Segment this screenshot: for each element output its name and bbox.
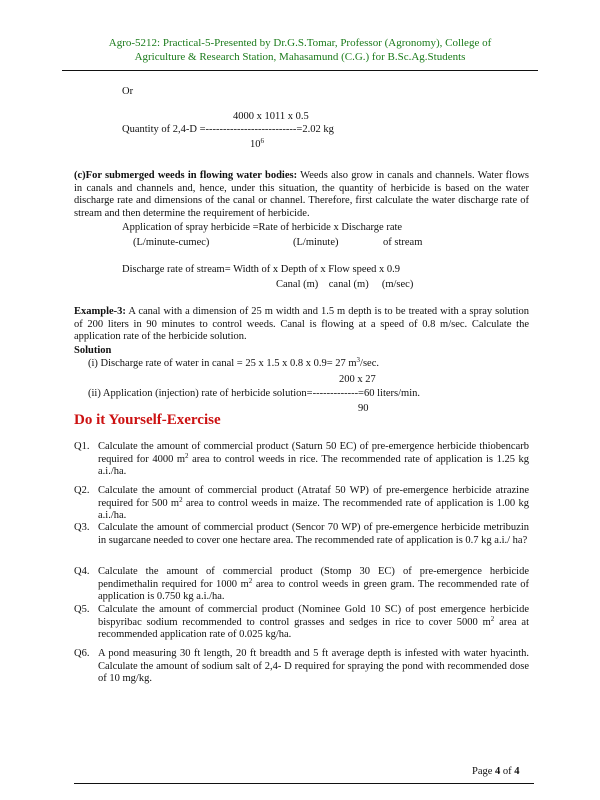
- footer-divider: [74, 783, 534, 784]
- solution-step-2: (ii) Application (injection) rate of herbicide solution=-------------=60 liters/min.: [88, 388, 420, 399]
- question-text: Calculate the amount of commercial product (Stomp 30 EC) of pre-emergence herbicide pendimethalin required for 1000 $m^2$ area to control weeds in green gram. The recommended rate of application is 0.750 kg a.i./ha.: [98, 566, 529, 603]
- section-c-text: Weeds also grow in canals and channels. Water flows in canals and channels and, hence, under this situation, the quantity of herbicide is based on the water discharge rate and dimensions of the canal or channel. Therefore, first calculate the water discharge rate of stream and then determine the requirement of herbicide.: [74, 170, 529, 219]
- question-number: Q1.: [74, 441, 90, 452]
- exercise-question-3: [74, 522, 529, 547]
- exercise-question-6: [74, 648, 529, 686]
- example3-heading: Example-3:: [74, 306, 126, 317]
- question-number: Q6.: [74, 648, 90, 659]
- step2-numerator: 200 x 27: [339, 374, 376, 385]
- question-text: Calculate the amount of commercial product (Atrataf 50 WP) of pre-emergence herbicide atrazine required for 500 $m^2$ area to control weeds in maize. The recommended rate of application is 1.00 kg a.i./ha.: [98, 485, 529, 522]
- section-c-paragraph: [74, 170, 529, 220]
- question-number: Q4.: [74, 566, 90, 577]
- question-number: Q2.: [74, 485, 90, 496]
- header-divider: [62, 70, 538, 71]
- solution-heading: Solution: [74, 345, 112, 356]
- question-number: Q3.: [74, 522, 90, 533]
- calc-numerator: 4000 x 1011 x 0.5: [233, 111, 309, 122]
- step2-denominator: 90: [358, 403, 369, 414]
- question-text: Calculate the amount of commercial product (Nominee Gold 10 SC) of post emergence herbicide bispyribac sodium recommended to control grasses and sedges in rice to cover 5000 $m^2$ area at recommended application rate of 0.025 kg/ha.: [98, 604, 530, 641]
- exercise-question-5: [74, 604, 529, 642]
- exercise-question-4: [74, 566, 529, 604]
- formula1-unit2: (L/minute): [293, 237, 339, 248]
- exercise-question-2: [74, 485, 529, 523]
- question-text: Calculate the amount of commercial product (Sencor 70 WP) of pre-emergence herbicide metribuzin in sugarcane needed to cover one hectare area. The recommended rate of application is 0.7 kg a.i./ ha?: [98, 522, 529, 546]
- formula1-line: Application of spray herbicide =Rate of herbicide x Discharge rate: [122, 222, 403, 233]
- exercise-question-1: [74, 441, 529, 479]
- formula1-unit3: of stream: [383, 237, 423, 248]
- question-number: Q5.: [74, 604, 90, 615]
- example3-paragraph: [74, 306, 529, 344]
- formula1-unit1: (L/minute-cumec): [133, 237, 210, 248]
- calc-denominator: $10^6$: [250, 137, 264, 150]
- exercise-title: Do it Yourself-Exercise: [74, 412, 221, 428]
- header-line-1: Agro-5212: Practical-5-Presented by Dr.G.S.Tomar, Professor (Agronomy), College of: [108, 37, 492, 49]
- example3-text: A canal with a dimension of 25 m width and 1.5 m depth is to be treated with a spray solution of 200 liters in 90 minutes to control weeds. Canal is flowing at a speed of 0.8 m/sec. Calculate the application rate of the herbicide solution.: [74, 306, 529, 343]
- solution-step-1: (i) Discharge rate of water in canal = 25 x 1.5 x 0.8 x 0.9= 27 $m^3/\sec$.: [88, 356, 379, 369]
- question-text: Calculate the amount of commercial product (Saturn 50 EC) of pre-emergence herbicide thiobencarb required for 4000 $m^2$ area to control weeds in rice. The recommended rate of application is 1.25 kg a.i./ha.: [98, 441, 529, 478]
- formula2-line: Discharge rate of stream= Width of x Depth of x Flow speed x 0.9: [122, 264, 401, 275]
- question-text: A pond measuring 30 ft length, 20 ft breadth and 5 ft average depth is infested with water hyacinth. Calculate the amount of sodium salt of 2,4- D required for spraying the pond with recommended dose of 10 mg/kg.: [98, 648, 529, 685]
- page-number: Page 4 of 4: [472, 766, 520, 777]
- header-line-2: Agriculture & Research Station, Mahasamund (C.G.) for B.Sc.Ag.Students: [134, 51, 466, 63]
- or-text: Or: [122, 86, 134, 97]
- formula2-units: Canal (m) canal (m) (m/sec): [276, 279, 414, 290]
- section-c-heading: (c)For submerged weeds in flowing water bodies:: [74, 170, 298, 181]
- calc-line: Quantity of 2,4-D =--------------------------=2.02 kg: [122, 124, 334, 135]
- page-header: [20, 36, 580, 64]
